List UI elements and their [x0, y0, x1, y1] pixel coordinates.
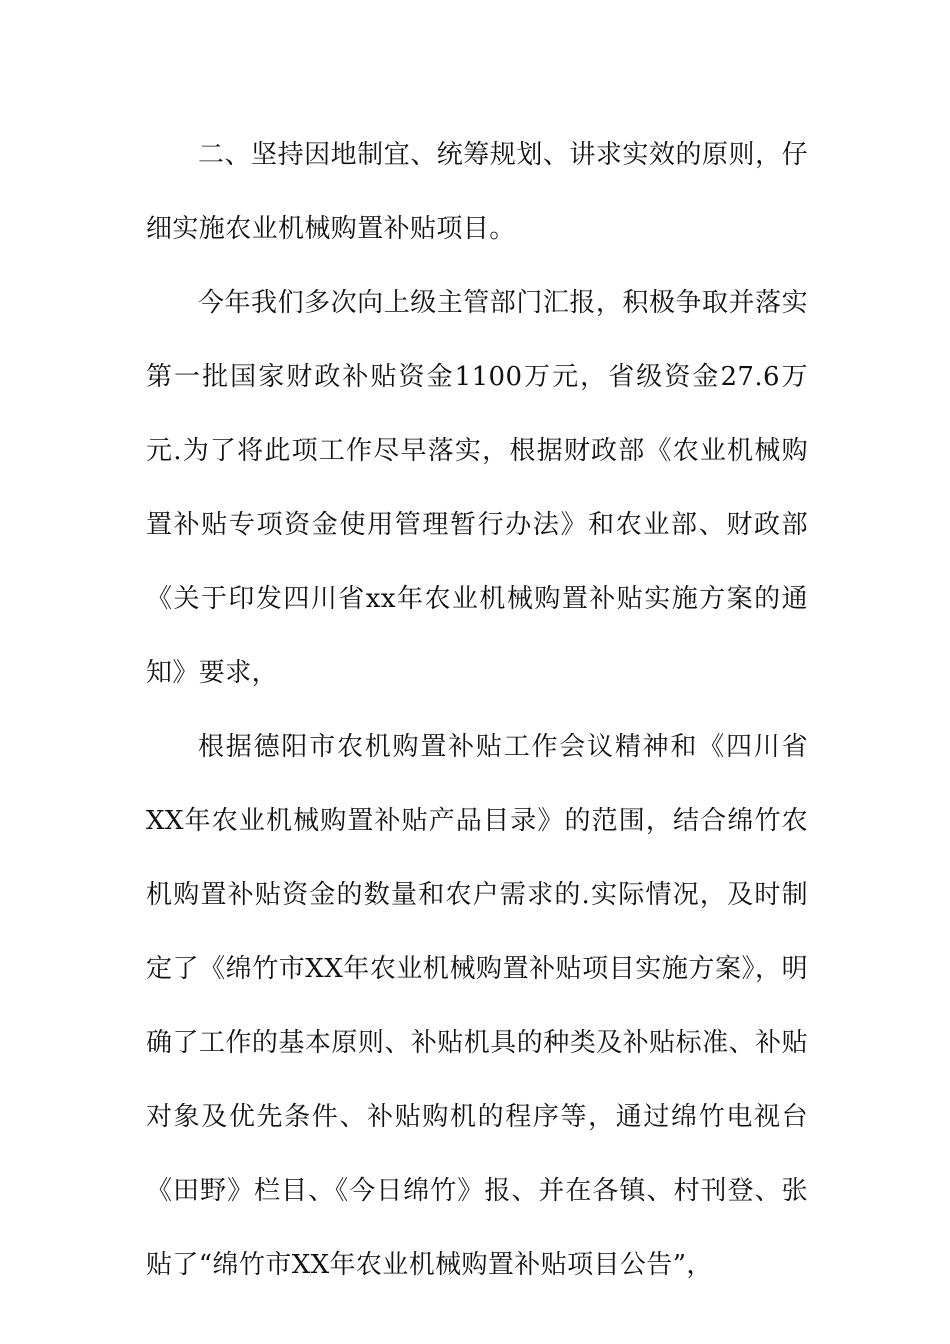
- paragraph-funding: 今年我们多次向上级主管部门汇报，积极争取并落实第一批国家财政补贴资金1100万元，省级资金27.6万元.为了将此项工作尽早落实，根据财政部《农业机械购置补贴专项资金使用管理暂行办法》和农业部、财政部《关于印发四川省xx年农业机械购置补贴实施方案的通知》要求，: [146, 288, 808, 688]
- document-page: [146, 118, 808, 1302]
- paragraph-section-heading: 二、坚持因地制宜、统筹规划、讲求实效的原则，仔细实施农业机械购置补贴项目。: [146, 140, 808, 244]
- paragraph-implementation: 根据德阳市农机购置补贴工作会议精神和《四川省XX年农业机械购置补贴产品目录》的范围，结合绵竹农机购置补贴资金的数量和农户需求的.实际情况，及时制定了《绵竹市XX年农业机械购置补贴项目实施方案》，明确了工作的基本原则、补贴机具的种类及补贴标准、补贴对象及优先条件、补贴购机的程序等，通过绵竹电视台《田野》栏目、《今日绵竹》报、并在各镇、村刊登、张贴了“绵竹市XX年农业机械购置补贴项目公告”，: [146, 732, 808, 1280]
